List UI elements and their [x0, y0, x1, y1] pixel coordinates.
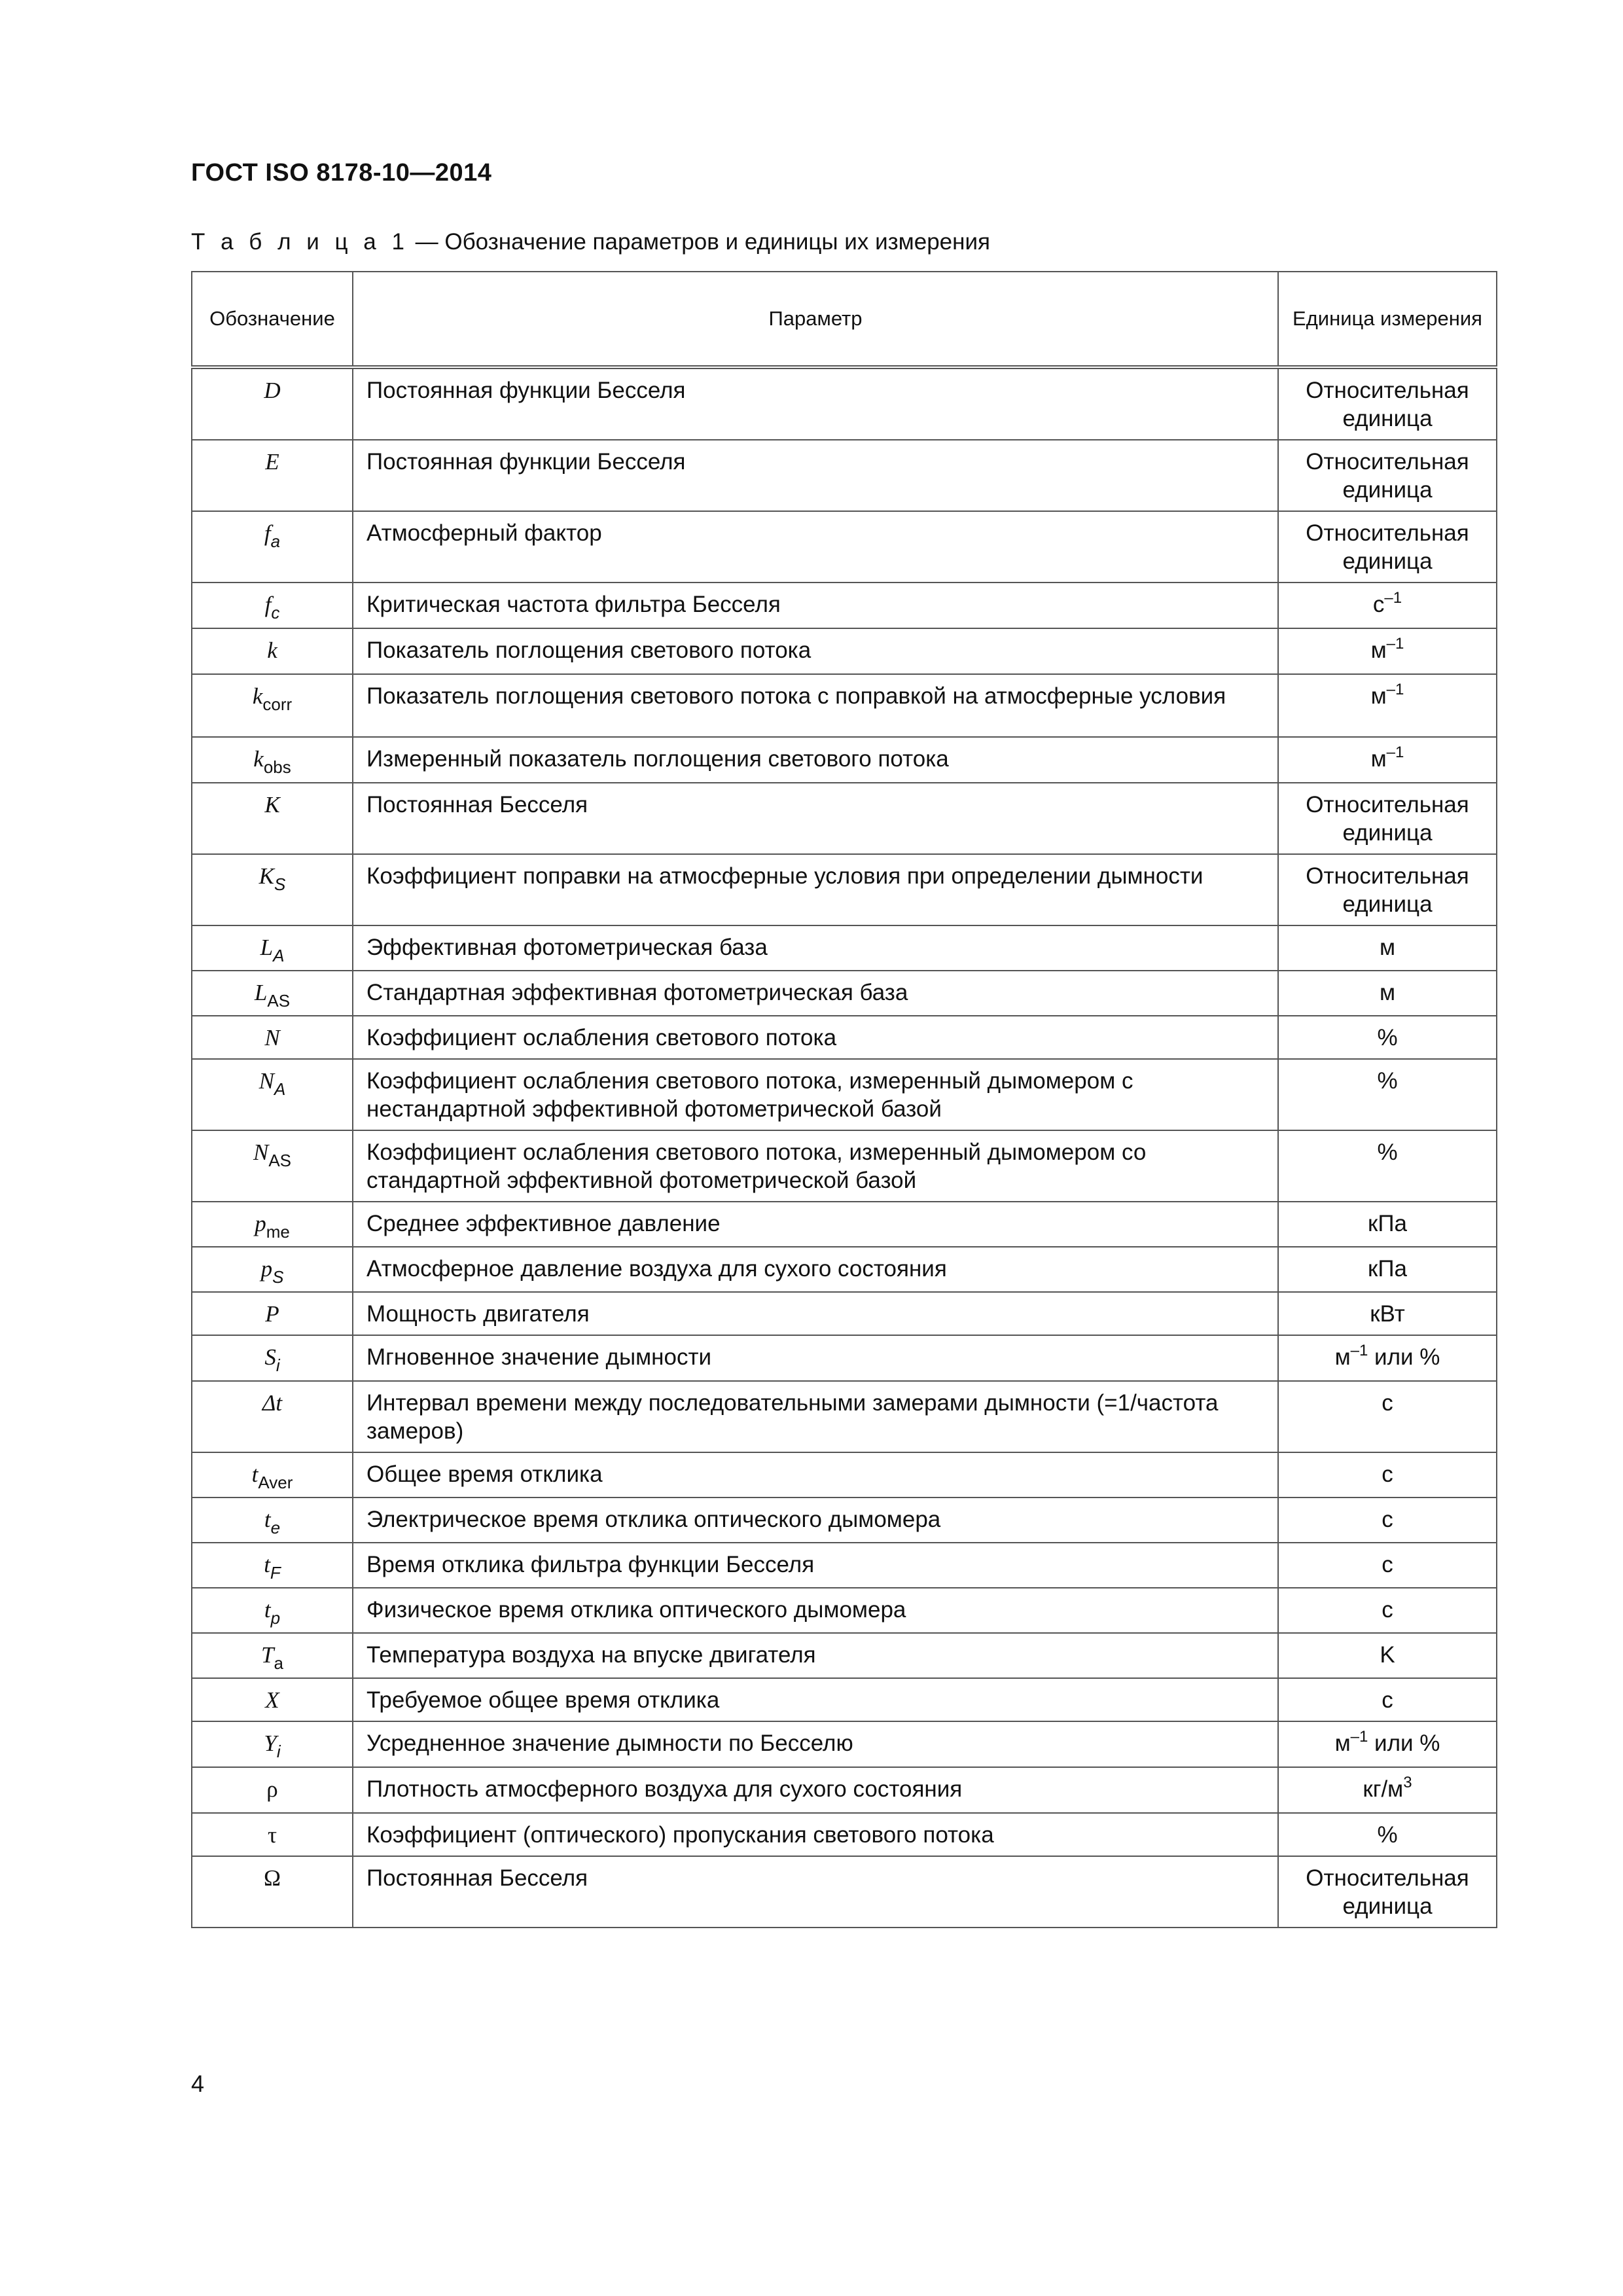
- table-caption-text: — Обозначение параметров и единицы их измерения: [408, 229, 990, 255]
- table-body: [192, 367, 1497, 1928]
- symbol-text: P: [265, 1301, 279, 1327]
- symbol-text: Δt: [262, 1390, 283, 1416]
- symbol-text: N: [259, 1068, 274, 1094]
- table-row: [192, 367, 1497, 440]
- parameter-cell: Общее время отклика: [353, 1452, 1278, 1498]
- unit-text: K: [1380, 1642, 1395, 1668]
- symbol-subscript: Aver: [258, 1473, 293, 1492]
- symbol-cell: [192, 971, 353, 1016]
- table-row: [192, 1452, 1497, 1498]
- symbol-subscript: S: [272, 1267, 284, 1287]
- symbol-subscript: me: [266, 1222, 290, 1242]
- symbol-cell: [192, 1498, 353, 1543]
- symbol-cell: [192, 1335, 353, 1381]
- unit-text: кПа: [1368, 1256, 1407, 1282]
- table-row: [192, 971, 1497, 1016]
- unit-text: кПа: [1368, 1211, 1407, 1236]
- table-row: [192, 1016, 1497, 1059]
- unit-text: Относительная единица: [1306, 1865, 1469, 1919]
- symbol-subscript: AS: [267, 991, 291, 1011]
- unit-text: с: [1382, 1597, 1393, 1623]
- parameter-cell: Требуемое общее время отклика: [353, 1678, 1278, 1721]
- symbol-subscript: e: [270, 1518, 281, 1537]
- symbol-cell: [192, 1452, 353, 1498]
- unit-text: м: [1370, 746, 1387, 772]
- page-number: 4: [191, 2070, 205, 2097]
- parameter-cell: Постоянная функции Бесселя: [353, 367, 1278, 440]
- parameter-cell: Постоянная Бесселя: [353, 1856, 1278, 1928]
- unit-superscript: –1: [1350, 1728, 1368, 1746]
- table-row: [192, 440, 1497, 511]
- unit-cell: [1278, 737, 1497, 783]
- unit-text: с: [1382, 1462, 1393, 1487]
- parameter-cell: Атмосферное давление воздуха для сухого состояния: [353, 1247, 1278, 1292]
- symbol-cell: [192, 1202, 353, 1247]
- table-row: [192, 628, 1497, 674]
- table-row: [192, 1813, 1497, 1856]
- unit-cell: [1278, 1498, 1497, 1543]
- symbol-text: E: [265, 449, 279, 475]
- symbol-text: f: [264, 520, 271, 546]
- unit-cell: [1278, 1247, 1497, 1292]
- unit-superscript: –1: [1350, 1342, 1368, 1359]
- table-row: [192, 1856, 1497, 1928]
- parameter-cell: Мгновенное значение дымности: [353, 1335, 1278, 1381]
- unit-cell: [1278, 1016, 1497, 1059]
- unit-cell: [1278, 1335, 1497, 1381]
- unit-text: Относительная единица: [1306, 792, 1469, 846]
- unit-text: с: [1382, 1687, 1393, 1713]
- symbol-text: t: [264, 1507, 271, 1532]
- unit-text: %: [1377, 1025, 1398, 1050]
- symbol-cell: [192, 1721, 353, 1767]
- symbol-text: f: [264, 592, 272, 617]
- header-unit: Единица измерения: [1278, 272, 1497, 367]
- table-row: [192, 1543, 1497, 1588]
- symbol-subscript: AS: [268, 1151, 292, 1170]
- unit-text: с: [1382, 1390, 1393, 1416]
- symbol-cell: [192, 925, 353, 971]
- symbol-text: t: [264, 1597, 271, 1623]
- unit-text: с: [1382, 1507, 1393, 1532]
- unit-cell: [1278, 1543, 1497, 1588]
- symbol-subscript: corr: [262, 694, 293, 714]
- symbol-cell: [192, 1292, 353, 1335]
- table-row: [192, 1247, 1497, 1292]
- unit-text: Относительная единица: [1306, 378, 1469, 431]
- symbol-text: p: [255, 1211, 266, 1236]
- unit-cell: [1278, 925, 1497, 971]
- parameter-cell: Коэффициент ослабления светового потока: [353, 1016, 1278, 1059]
- unit-superscript: –1: [1386, 635, 1404, 653]
- unit-cell: [1278, 1767, 1497, 1813]
- table-row: [192, 737, 1497, 783]
- parameter-cell: Атмосферный фактор: [353, 511, 1278, 583]
- symbol-subscript: a: [270, 531, 281, 551]
- unit-cell: [1278, 1202, 1497, 1247]
- unit-text: кВт: [1370, 1301, 1405, 1327]
- table-row: [192, 1678, 1497, 1721]
- symbol-subscript: p: [270, 1608, 281, 1628]
- parameter-cell: Время отклика фильтра функции Бесселя: [353, 1543, 1278, 1588]
- table-row: [192, 854, 1497, 925]
- unit-cell: [1278, 1381, 1497, 1452]
- unit-cell: [1278, 440, 1497, 511]
- unit-text: м: [1379, 935, 1396, 960]
- symbol-cell: [192, 1247, 353, 1292]
- symbol-text: S: [264, 1344, 276, 1370]
- symbol-cell: [192, 854, 353, 925]
- symbol-text: N: [253, 1139, 269, 1165]
- unit-text: Относительная единица: [1306, 449, 1469, 503]
- symbol-cell: [192, 737, 353, 783]
- parameter-cell: Коэффициент (оптического) пропускания светового потока: [353, 1813, 1278, 1856]
- document-header: ГОСТ ISO 8178-10—2014: [191, 159, 492, 187]
- symbol-text: p: [260, 1256, 273, 1282]
- symbol-cell: [192, 440, 353, 511]
- parameters-table: [191, 271, 1497, 1928]
- symbol-subscript: i: [276, 1355, 280, 1375]
- unit-text: с: [1382, 1552, 1393, 1577]
- table-caption: [191, 229, 990, 255]
- parameter-cell: Коэффициент ослабления светового потока, измеренный дымомером со стандартной эффективной фотометрической базой: [353, 1130, 1278, 1202]
- symbol-text: Y: [264, 1731, 277, 1756]
- symbol-text: D: [264, 378, 281, 403]
- symbol-text: Ω: [263, 1865, 281, 1891]
- symbol-subscript: S: [274, 874, 286, 894]
- parameter-cell: Температура воздуха на впуске двигателя: [353, 1633, 1278, 1678]
- parameter-cell: Интервал времени между последовательными замерами дымности (=1/частота замеров): [353, 1381, 1278, 1452]
- unit-cell: [1278, 1130, 1497, 1202]
- parameter-cell: Критическая частота фильтра Бесселя: [353, 583, 1278, 628]
- symbol-text: L: [260, 935, 274, 960]
- unit-cell: [1278, 1721, 1497, 1767]
- unit-tail: или %: [1368, 1731, 1440, 1756]
- symbol-text: X: [265, 1687, 279, 1713]
- table-caption-label: Т а б л и ц а 1: [191, 229, 409, 255]
- unit-cell: [1278, 1678, 1497, 1721]
- unit-text: м: [1334, 1344, 1351, 1370]
- symbol-cell: [192, 1588, 353, 1633]
- symbol-text: k: [252, 683, 263, 709]
- table-row: [192, 925, 1497, 971]
- unit-cell: [1278, 674, 1497, 737]
- parameter-cell: Показатель поглощения светового потока с поправкой на атмосферные условия: [353, 674, 1278, 737]
- symbol-subscript: i: [276, 1742, 281, 1761]
- symbol-text: K: [264, 792, 280, 817]
- parameter-cell: Электрическое время отклика оптического дымомера: [353, 1498, 1278, 1543]
- table-row: [192, 1335, 1497, 1381]
- unit-tail: или %: [1368, 1344, 1440, 1370]
- symbol-text: k: [253, 746, 264, 772]
- table-row: [192, 583, 1497, 628]
- symbol-cell: [192, 1059, 353, 1130]
- unit-cell: [1278, 1588, 1497, 1633]
- parameter-cell: Коэффициент поправки на атмосферные условия при определении дымности: [353, 854, 1278, 925]
- symbol-cell: [192, 674, 353, 737]
- header-symbol: Обозначение: [192, 272, 353, 367]
- parameter-cell: Эффективная фотометрическая база: [353, 925, 1278, 971]
- table-row: [192, 1498, 1497, 1543]
- symbol-cell: [192, 783, 353, 854]
- parameter-cell: Мощность двигателя: [353, 1292, 1278, 1335]
- table-row: [192, 1059, 1497, 1130]
- parameter-cell: Измеренный показатель поглощения светового потока: [353, 737, 1278, 783]
- symbol-text: t: [264, 1552, 270, 1577]
- unit-cell: [1278, 1633, 1497, 1678]
- symbol-subscript: A: [273, 946, 285, 965]
- unit-superscript: –1: [1386, 681, 1404, 698]
- parameter-cell: Плотность атмосферного воздуха для сухого состояния: [353, 1767, 1278, 1813]
- symbol-text: N: [264, 1025, 280, 1050]
- unit-cell: [1278, 1059, 1497, 1130]
- symbol-text: L: [254, 980, 268, 1005]
- unit-cell: [1278, 783, 1497, 854]
- symbol-cell: [192, 583, 353, 628]
- symbol-text: K: [259, 863, 274, 889]
- unit-text: Относительная единица: [1306, 863, 1469, 917]
- parameter-cell: Среднее эффективное давление: [353, 1202, 1278, 1247]
- unit-text: кг/м: [1363, 1776, 1404, 1802]
- table-row: [192, 1588, 1497, 1633]
- unit-text: %: [1377, 1139, 1398, 1165]
- symbol-subscript: obs: [263, 757, 291, 777]
- unit-text: Относительная единица: [1306, 520, 1469, 574]
- symbol-subscript: A: [274, 1079, 286, 1099]
- unit-text: %: [1377, 1822, 1398, 1848]
- symbol-cell: [192, 1543, 353, 1588]
- unit-text: с: [1372, 592, 1385, 617]
- table-row: [192, 1292, 1497, 1335]
- parameter-cell: Коэффициент ослабления светового потока, измеренный дымомером с нестандартной эффективной фотометрической базой: [353, 1059, 1278, 1130]
- symbol-text: τ: [267, 1822, 277, 1848]
- table-row: [192, 1202, 1497, 1247]
- parameter-cell: Постоянная функции Бесселя: [353, 440, 1278, 511]
- unit-cell: [1278, 583, 1497, 628]
- table-header-row: [192, 272, 1497, 367]
- parameter-cell: Постоянная Бесселя: [353, 783, 1278, 854]
- parameter-cell: Показатель поглощения светового потока: [353, 628, 1278, 674]
- unit-text: м: [1334, 1731, 1351, 1756]
- symbol-subscript: F: [270, 1563, 281, 1583]
- unit-text: м: [1370, 637, 1387, 663]
- symbol-text: T: [261, 1642, 274, 1668]
- symbol-cell: [192, 511, 353, 583]
- unit-cell: [1278, 971, 1497, 1016]
- symbol-cell: [192, 1633, 353, 1678]
- parameter-cell: Физическое время отклика оптического дымомера: [353, 1588, 1278, 1633]
- unit-text: %: [1377, 1068, 1398, 1094]
- unit-text: м: [1370, 683, 1387, 709]
- table-row: [192, 1767, 1497, 1813]
- symbol-cell: [192, 1130, 353, 1202]
- symbol-subscript: a: [274, 1653, 283, 1673]
- symbol-text: k: [267, 637, 277, 663]
- unit-cell: [1278, 1452, 1497, 1498]
- unit-cell: [1278, 628, 1497, 674]
- unit-superscript: –1: [1386, 744, 1404, 761]
- unit-superscript: 3: [1403, 1774, 1412, 1791]
- table-row: [192, 783, 1497, 854]
- symbol-cell: [192, 1381, 353, 1452]
- symbol-subscript: c: [271, 603, 280, 622]
- unit-cell: [1278, 854, 1497, 925]
- unit-cell: [1278, 1856, 1497, 1928]
- parameter-cell: Стандартная эффективная фотометрическая база: [353, 971, 1278, 1016]
- table-row: [192, 511, 1497, 583]
- unit-cell: [1278, 1813, 1497, 1856]
- symbol-text: ρ: [266, 1776, 278, 1802]
- unit-cell: [1278, 367, 1497, 440]
- unit-text: м: [1379, 980, 1396, 1005]
- unit-superscript: –1: [1384, 589, 1402, 607]
- symbol-cell: [192, 1767, 353, 1813]
- table-row: [192, 1721, 1497, 1767]
- symbol-cell: [192, 628, 353, 674]
- symbol-cell: [192, 367, 353, 440]
- symbol-cell: [192, 1016, 353, 1059]
- table-row: [192, 1381, 1497, 1452]
- unit-cell: [1278, 511, 1497, 583]
- symbol-text: t: [251, 1462, 259, 1487]
- symbol-cell: [192, 1813, 353, 1856]
- unit-cell: [1278, 1292, 1497, 1335]
- table-row: [192, 674, 1497, 737]
- symbol-cell: [192, 1856, 353, 1928]
- table-row: [192, 1633, 1497, 1678]
- table-row: [192, 1130, 1497, 1202]
- symbol-cell: [192, 1678, 353, 1721]
- parameter-cell: Усредненное значение дымности по Бесселю: [353, 1721, 1278, 1767]
- header-parameter: Параметр: [353, 272, 1278, 367]
